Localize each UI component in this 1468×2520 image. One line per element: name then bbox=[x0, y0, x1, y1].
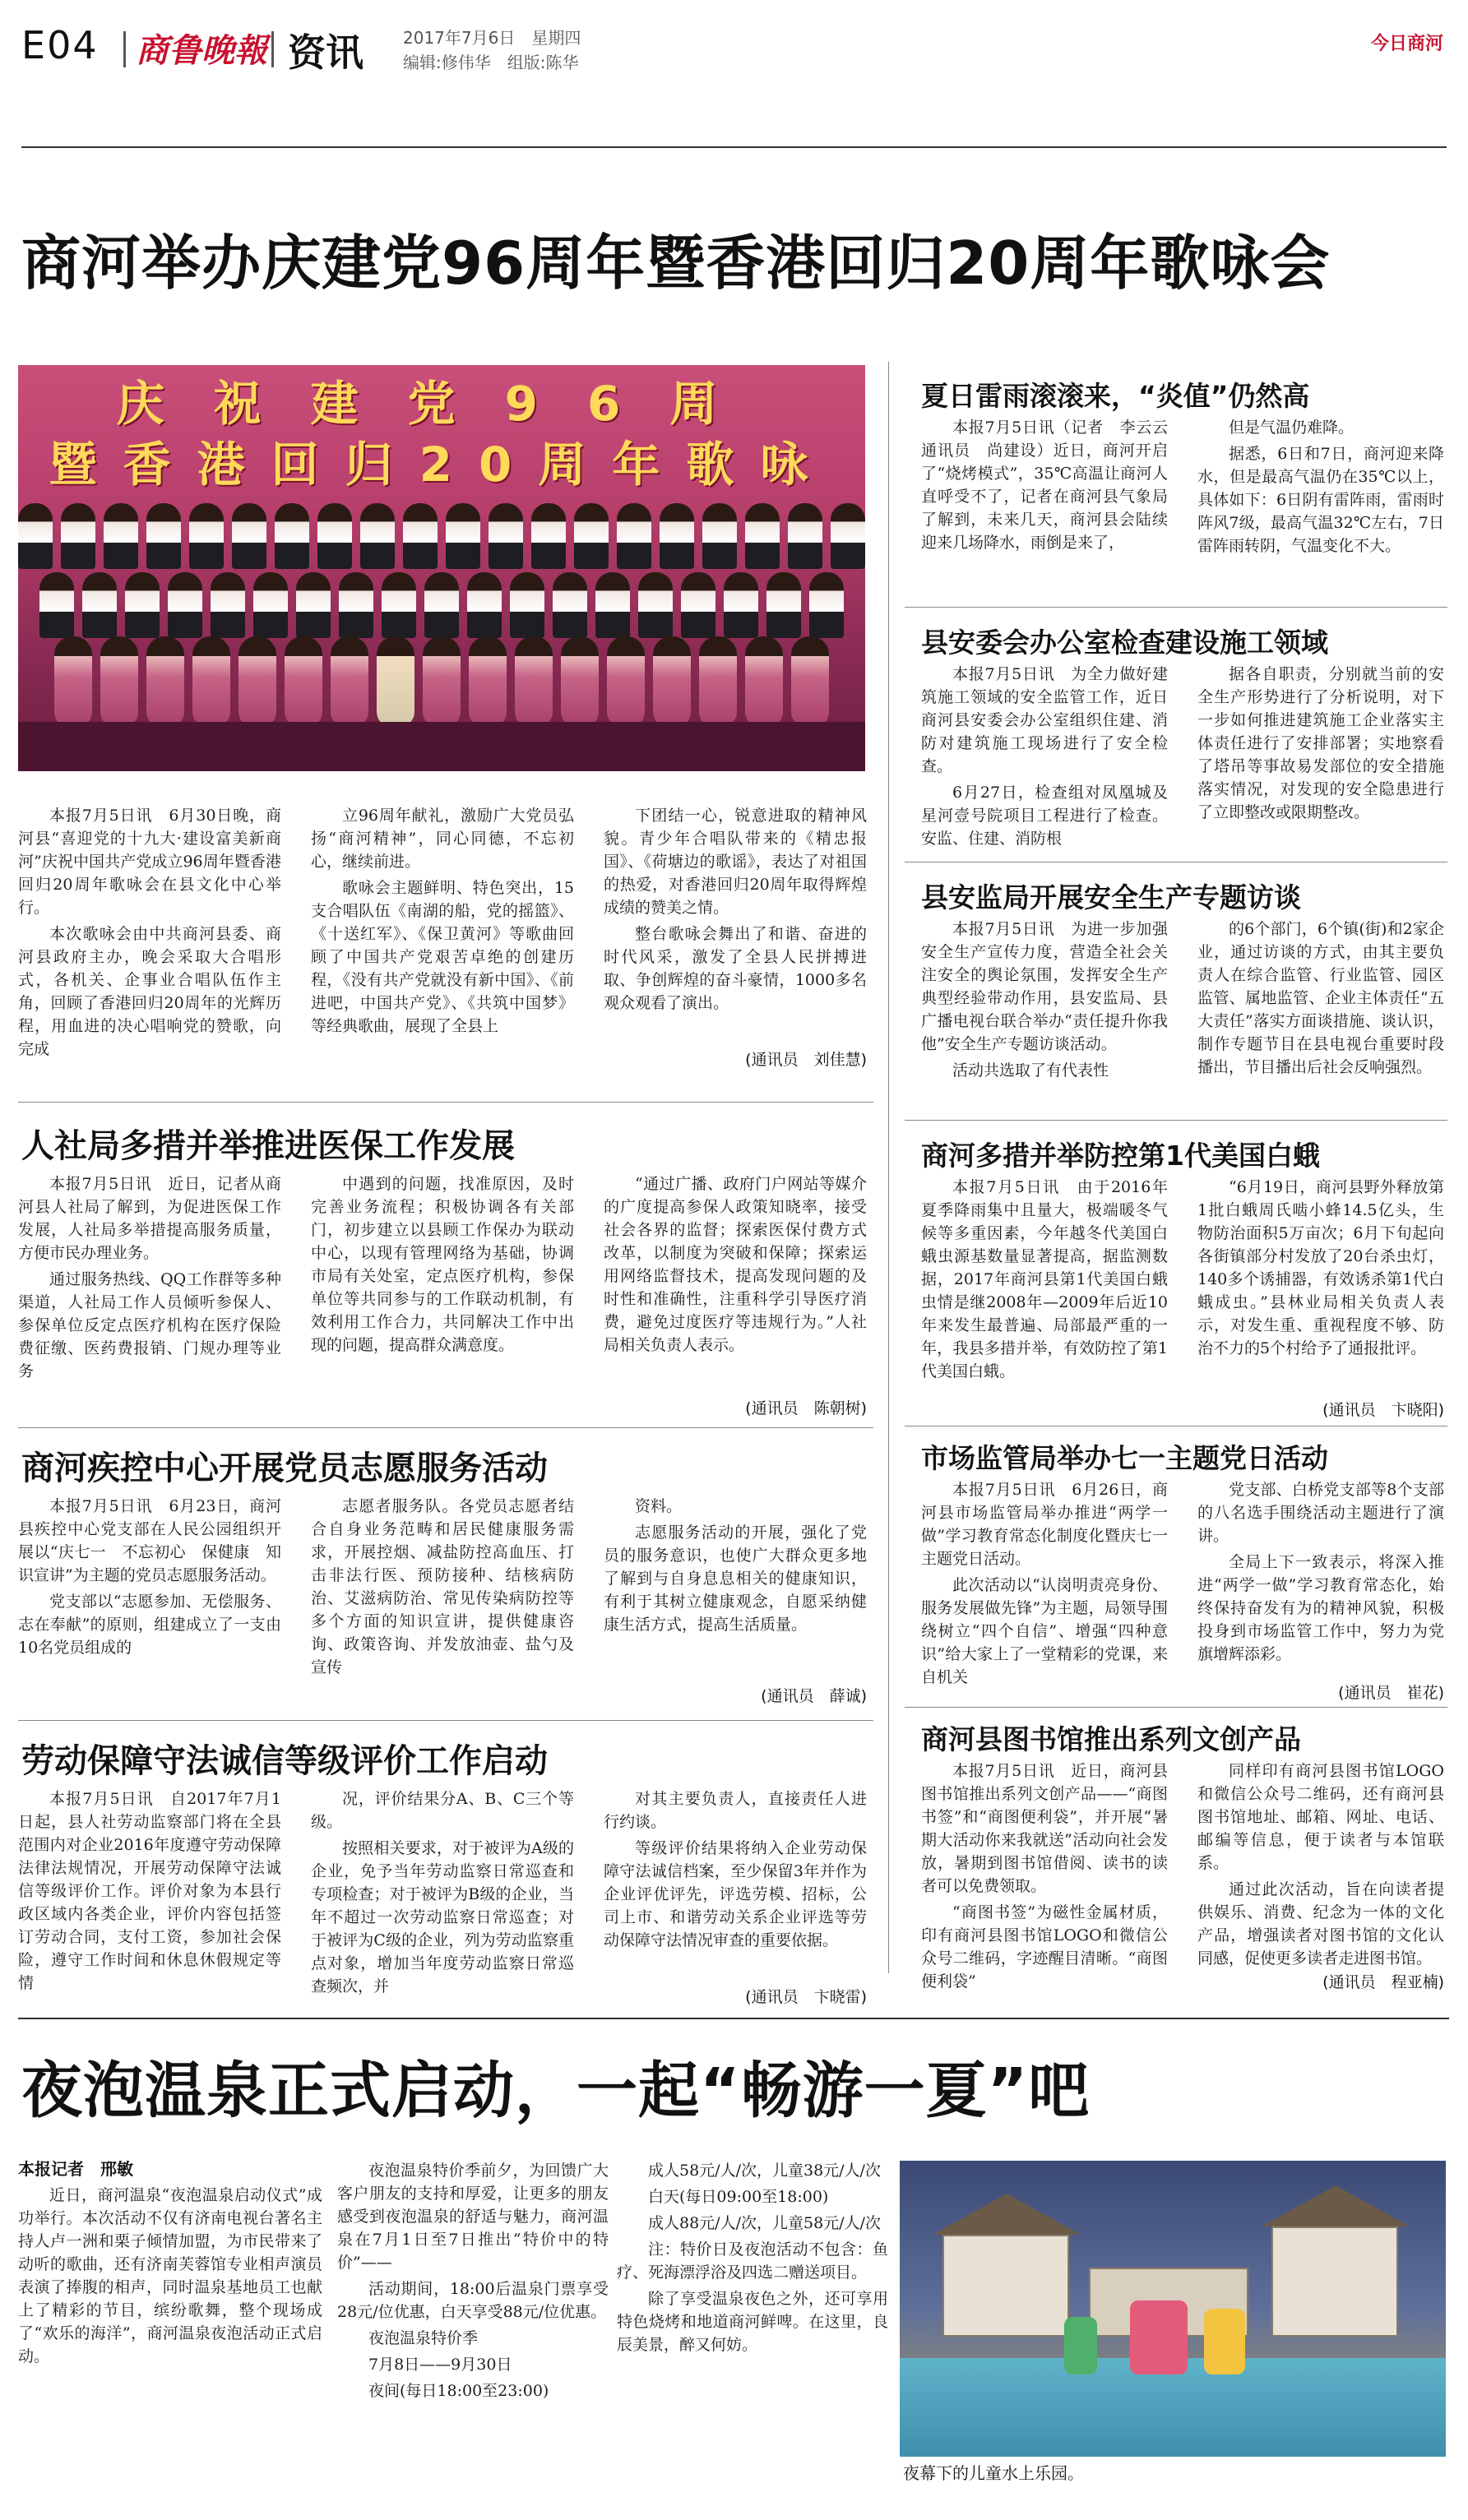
medical-col2: 中遇到的问题，找准原因，及时完善业务流程；积极协调各有关部门，初步建立以县顾工作保办为联动中心，以现有管理网络为基础，协调市局有关处室，定点医疗机构，参保单位等共同参与的工作联动机制，有效利用工作合力，共同解决工作中出现的问题，提高群众满意度。 bbox=[311, 1175, 574, 1354]
lead-story-col1 bbox=[18, 804, 281, 1075]
supervision-col2: 的6个部门，6个镇(街)和2家企业，通过访谈的方式，由其主要负责人在综合监管、行业监管、园区监管、属地监管、企业主体责任“五大责任”落实方面谈措施、谈认识，制作专题节目在县电视台重要时段播出，节目播出后社会反响强烈。 bbox=[1197, 920, 1444, 1076]
paragraph: 夜泡温泉特价季前夕，为回馈广大客户朋友的支持和厚爱，让更多的朋友感受到夜泡温泉的舒适与魅力，商河温泉在7月1日至7日推出“特价中的特价”—— bbox=[337, 2162, 609, 2272]
stage-floor bbox=[18, 722, 865, 771]
paragraph: 7月8日——9月30日 bbox=[368, 2356, 512, 2374]
story-divider bbox=[905, 1120, 1447, 1121]
choir-back-row bbox=[18, 503, 865, 569]
paragraph: 党支部、白桥党支部等8个支部的八名选手围绕活动主题进行了演讲。 bbox=[1197, 1481, 1444, 1545]
waterpark-photo bbox=[900, 2161, 1446, 2490]
labor-col3 bbox=[604, 1787, 867, 1978]
section-title: 资讯 bbox=[288, 30, 364, 75]
safety-headline: 县安委会办公室检查建设施工领域 bbox=[921, 627, 1328, 659]
paragraph: 夜泡温泉特价季 bbox=[368, 2329, 479, 2347]
spring-reporter: 本报记者 邢敏 bbox=[18, 2159, 133, 2179]
photo-banner-line1: 庆祝建党96周 bbox=[116, 376, 767, 432]
paragraph: 通过此次活动，旨在向读者提供娱乐、消费、纪念为一体的文化产品，增强读者对图书馆的文化认同感，促使更多读者走进图书馆。 bbox=[1197, 1880, 1444, 1967]
paragraph: 下团结一心，锐意进取的精神风貌。青少年合唱队带来的《精忠报国》、《荷塘边的歌谣》，表达了对祖国的热爱，对香港回归20周年取得辉煌成绩的赞美之情。 bbox=[604, 807, 867, 917]
cdc-headline: 商河疾控中心开展党员志愿服务活动 bbox=[21, 1450, 548, 1487]
library-headline: 商河县图书馆推出系列文创产品 bbox=[921, 1723, 1301, 1755]
library-col2 bbox=[1197, 1759, 1444, 1967]
paragraph: 成人58元/人/次，儿童38元/人/次 bbox=[648, 2162, 881, 2180]
medical-byline: (通讯员 陈朝树) bbox=[745, 1399, 867, 1417]
paragraph: 本报7月5日讯 6月26日，商河县市场监管局举办推进“两学一做”学习教育常态化制度化暨庆七一主题党日活动。 bbox=[921, 1481, 1168, 1568]
market-headline: 市场监管局举办七一主题党日活动 bbox=[921, 1442, 1328, 1474]
paragraph: 等级评价结果将纳入企业劳动保障守法诚信档案，至少保留3年并作为企业评优评先，评选劳模、招标，公司上市、和谐劳动关系企业评选等劳动保障守法情况审查的重要依据。 bbox=[604, 1839, 867, 1949]
weather-col1: 本报7月5日讯（记者 李云云 通讯员 尚建设）近日，商河开启了“烧烤模式”，35℃高温让商河人直呼受不了，记者在商河县气象局了解到，未来几天，商河县会陆续迎来几场降水，雨倒是来了， bbox=[921, 418, 1184, 552]
story-divider bbox=[18, 1102, 873, 1103]
library-byline: (通讯员 程亚楠) bbox=[1322, 1973, 1444, 1991]
paragraph: 党支部以“志愿参加、无偿服务、志在奉献”的原则，组建成立了一支由10名党员组成的 bbox=[18, 1593, 281, 1657]
page-number: E04 bbox=[21, 23, 99, 67]
labor-col1: 本报7月5日讯 自2017年7月1日起，县人社劳动监察部门将在全县范围内对企业2016年度遵守劳动保障法律法规情况，开展劳动保障守法诚信等级评价工作。评价对象为本县行政区域内各类企业，评价内容包括签订劳动合同，支付工资，参加社会保险，遵守工作时间和休息休假规定等情 bbox=[18, 1790, 281, 1992]
paragraph: 本报7月5日讯 近日，记者从商河县人社局了解到，为促进医保工作发展，人社局多举措提高服务质量，方便市民办理业务。 bbox=[18, 1175, 281, 1262]
paragraph: 但是气温仍难降。 bbox=[1229, 418, 1355, 437]
medical-col1 bbox=[18, 1172, 281, 1419]
paragraph: 白天(每日09:00至18:00) bbox=[648, 2188, 829, 2206]
safety-col2: 据各自职责，分别就当前的安全生产形势进行了分析说明，对下一步如何推进建筑施工企业落实主体责任进行了安排部署；实地察看了塔吊等事故易发部位的安全措施落实情况，对发现的安全隐患进行了立即整改或限期整改。 bbox=[1197, 665, 1444, 821]
story-divider bbox=[18, 1427, 873, 1428]
story-divider bbox=[18, 1720, 873, 1721]
supervision-col1 bbox=[921, 918, 1168, 1140]
labor-byline: (通讯员 卞晓雷) bbox=[745, 1988, 867, 2006]
paragraph: 本报7月5日讯 为进一步加强安全生产宣传力度，营造全社会关注安全的舆论氛围，发挥安全生产典型经验带动作用，县安监局、县广播电视台联合举办“责任提升你我他”安全生产专题访谈活动。 bbox=[921, 920, 1168, 1053]
spring-col1: 近日，商河温泉“夜泡温泉启动仪式”成功举行。本次活动不仅有济南电视台著名主持人卢一洲和栗子倾情加盟，为市民带来了动听的歌曲，还有济南芙蓉馆专业相声演员表演了捧腹的相声，同时温泉基地员工也献上了精彩的节目，缤纷歌舞，整个现场成了“欢乐的海洋”，商河温泉夜泡活动正式启动。 bbox=[18, 2186, 322, 2365]
paragraph: 6月27日，检查组对凤凰城及星河壹号院项目工程进行了检查。安监、住建、消防根 bbox=[921, 784, 1168, 848]
paragraph: 资料。 bbox=[635, 1497, 683, 1515]
moth-byline: (通讯员 卞晓阳) bbox=[1322, 1401, 1444, 1419]
paragraph: 活动共选取了有代表性 bbox=[952, 1061, 1109, 1080]
paragraph: 夜间(每日18:00至23:00) bbox=[368, 2382, 549, 2400]
paragraph: 按照相关要求，对于被评为A级的企业，免予当年劳动监察日常巡查和专项检查；对于被评为B级的企业，当年不超过一次劳动监察日常巡查；对于被评为C级的企业，列为劳动监察重点对象，增加当年度劳动监察日常巡查频次，并 bbox=[311, 1839, 574, 1995]
paragraph: 况，评价结果分A、B、C三个等级。 bbox=[311, 1790, 574, 1831]
paragraph: 立96周年献礼，激励广大党员弘扬“商河精神”，同心同德，不忘初心，继续前进。 bbox=[311, 807, 574, 871]
header-rule bbox=[21, 146, 1447, 148]
photo-banner-line2: 暨香港回归20周年歌咏 bbox=[49, 437, 835, 492]
moth-col1: 本报7月5日讯 由于2016年夏季降雨集中且量大，极端暖冬气候等多重因素，今年越冬代美国白蛾虫源基数量显著提高，据监测数据，2017年商河县第1代美国白蛾虫情是继2008年—2009年后近10年来发生最普遍、局部最严重的一年，我县多措并举，有效防控了第1代美国白蛾。 bbox=[921, 1178, 1168, 1380]
choir-front-row bbox=[18, 636, 865, 727]
labor-headline: 劳动保障守法诚信等级评价工作启动 bbox=[21, 1742, 548, 1780]
market-byline: (通讯员 崔花) bbox=[1338, 1684, 1444, 1702]
cdc-col1 bbox=[18, 1495, 281, 1712]
paragraph: 本次歌咏会由中共商河县委、商河县政府主办，晚会采取大合唱形式，各机关、企事业合唱队伍作主角，回顾了香港回归20周年的光辉历程，用血进的决心唱响党的赞歌，向完成 bbox=[18, 925, 281, 1058]
paragraph: 此次活动以“认岗明责亮身份、服务发展做先锋”为主题，局领导围绕树立“四个自信”、增强“四种意识”给大家上了一堂精彩的党课，来自机关 bbox=[921, 1576, 1168, 1686]
paragraph: 活动期间，18:00后温泉门票享受28元/位优惠，白天享受88元/位优惠。 bbox=[337, 2280, 609, 2321]
lead-headline: 商河举办庆建党96周年暨香港回归20周年歌咏会 bbox=[21, 229, 1331, 298]
editors-credit: 编辑:修伟华 组版:陈华 bbox=[403, 53, 579, 72]
newspaper-logo: 商鲁晚報 bbox=[136, 31, 267, 70]
paragraph: 本报7月5日讯 6月30日晚，商河县“喜迎党的十九大·建设富美新商河”庆祝中国共产党成立96周年暨香港回归20周年歌咏会在县文化中心举行。 bbox=[18, 807, 281, 917]
medical-headline: 人社局多措并举推进医保工作发展 bbox=[21, 1127, 515, 1165]
paragraph: 通过服务热线、QQ工作群等多种渠道，人社局工作人员倾听参保人、参保单位反定点医疗机构在医疗保险费征缴、医药费报销、门规办理等业务 bbox=[18, 1270, 281, 1380]
paragraph: 对其主要负责人，直接责任人进行约谈。 bbox=[604, 1790, 867, 1831]
section-rule bbox=[18, 2018, 1449, 2019]
header-divider bbox=[123, 31, 126, 67]
weather-headline: 夏日雷雨滚滚来，“炎值”仍然高 bbox=[921, 380, 1310, 412]
story-divider bbox=[905, 1707, 1447, 1708]
spring-col2 bbox=[337, 2159, 609, 2504]
choir-middle-row bbox=[18, 572, 865, 638]
paragraph: 整台歌咏会舞出了和谐、奋进的时代风采，激发了全县人民拼搏进取、争创辉煌的奋斗豪情，1000多名观众观看了演出。 bbox=[604, 925, 867, 1012]
cdc-col2: 志愿者服务队。各党员志愿者结合自身业务范畴和居民健康服务需求，开展控烟、减盐防控高血压、打击非法行医、预防接种、结核病防治、艾滋病防治、常见传染病防控等多个方面的知识宣讲，提供健康咨询、政策咨询、并发放油壶、盐勺及宣传 bbox=[311, 1497, 574, 1676]
labor-col2 bbox=[311, 1787, 574, 2009]
paragraph: 本报7月5日讯 近日，商河县图书馆推出系列文创产品——“商图书签”和“商图便利袋”，并开展“暑期大活动你来我就送”活动向社会发放，暑期到图书馆借阅、读书的读者可以免费领取。 bbox=[921, 1762, 1168, 1895]
story-divider bbox=[905, 607, 1447, 608]
section-tag: 今日商河 bbox=[1370, 34, 1443, 54]
moth-headline: 商河多措并举防控第1代美国白蛾 bbox=[921, 1140, 1320, 1172]
header-divider bbox=[271, 31, 274, 67]
supervision-headline: 县安监局开展安全生产专题访谈 bbox=[921, 881, 1301, 913]
moth-col2: “6月19日，商河县野外释放第1批白蛾周氏啮小蜂14.5亿头，生物防治面积5万亩次；6月下旬起向各街镇部分村发放了20台杀虫灯，140多个诱捕器，有效诱杀第1代白蛾成虫。”县林业局相关负责人表示，对发生重、重视程度不够、防治不力的5个村给予了通报批评。 bbox=[1197, 1178, 1444, 1357]
paragraph: 据悉，6日和7日，商河迎来降水，但是最高气温仍在35℃以上，具体如下：6日阴有雷阵雨，雷雨时阵风7级，最高气温32℃左右，7日雷阵雨转阴，气温变化不大。 bbox=[1197, 445, 1444, 555]
lead-story-byline: (通讯员 刘佳慧) bbox=[745, 1051, 867, 1069]
cdc-col3 bbox=[604, 1495, 867, 1679]
library-col1 bbox=[921, 1759, 1168, 1998]
choir-photo bbox=[18, 365, 865, 771]
spring-headline: 夜泡温泉正式启动，一起“畅游一夏”吧 bbox=[21, 2055, 1091, 2126]
issue-date: 2017年7月6日 星期四 bbox=[403, 28, 581, 48]
spring-col3 bbox=[617, 2159, 888, 2504]
weather-col2 bbox=[1197, 416, 1444, 597]
paragraph: 同样印有商河县图书馆LOGO和微信公众号二维码，还有商河县图书馆地址、邮箱、网址、电话、邮编等信息，便于读者与本馆联系。 bbox=[1197, 1762, 1444, 1872]
paragraph: 成人88元/人/次，儿童58元/人/次 bbox=[648, 2214, 881, 2232]
waterpark-caption: 夜幕下的儿童水上乐园。 bbox=[900, 2457, 1449, 2490]
lead-story-col3 bbox=[604, 804, 867, 1043]
column-divider bbox=[888, 362, 889, 1973]
market-col1 bbox=[921, 1478, 1168, 1720]
paragraph: 志愿服务活动的开展，强化了党员的服务意识，也使广大群众更多地了解到与自身息息相关的健康知识，有利于其树立健康观念，自愿采纳健康生活方式，提高生活质量。 bbox=[604, 1524, 867, 1634]
cdc-byline: (通讯员 薛诚) bbox=[761, 1687, 867, 1705]
paragraph: 歌咏会主题鲜明、特色突出，15支合唱队伍《南湖的船，党的摇篮》、《十送红军》、《保卫黄河》等歌曲回顾了中国共产党艰苦卓绝的创建历程，《没有共产党就没有新中国》、《前进吧，中国共产党》、《共筑中国梦》等经典歌曲，展现了全县上 bbox=[311, 879, 574, 1035]
medical-col3: “通过广播、政府门户网站等媒介的广度提高参保人政策知晓率，接受社会各界的监督；探索医保付费方式改革，以制度为突破和保障；探索运用网络监督技术，提高发现问题的及时性和准确性，注重科学引导医疗消费，避免过度医疗等违规行为。”人社局相关负责人表示。 bbox=[604, 1175, 867, 1354]
paragraph: 除了享受温泉夜色之外，还可享用特色烧烤和地道商河鲜啤。在这里，良辰美景，醉又何妨。 bbox=[617, 2290, 888, 2354]
paragraph: 本报7月5日讯 为全力做好建筑施工领域的安全监管工作，近日商河县安委会办公室组织住建、消防对建筑施工现场进行了安全检查。 bbox=[921, 665, 1168, 775]
paragraph: 本报7月5日讯 6月23日，商河县疾控中心党支部在人民公园组织开展以“庆七一 不忘初心 保健康 知识宣讲”为主题的党员志愿服务活动。 bbox=[18, 1497, 281, 1584]
paragraph: “商图书签”为磁性金属材质，印有商河县图书馆LOGO和微信公众号二维码，字迹醒目清晰。“商图便利袋” bbox=[921, 1903, 1168, 1991]
lead-story-col2 bbox=[311, 804, 574, 1075]
paragraph: 注：特价日及夜泡活动不包含：鱼疗、死海漂浮浴及四选二赠送项目。 bbox=[617, 2240, 888, 2282]
safety-col1 bbox=[921, 663, 1168, 868]
market-col2 bbox=[1197, 1478, 1444, 1676]
paragraph: 全局上下一致表示，将深入推进“两学一做”学习教育常态化，始终保持奋发有为的精神风貌，积极投身到市场监管工作中，努力为党旗增辉添彩。 bbox=[1197, 1553, 1444, 1663]
